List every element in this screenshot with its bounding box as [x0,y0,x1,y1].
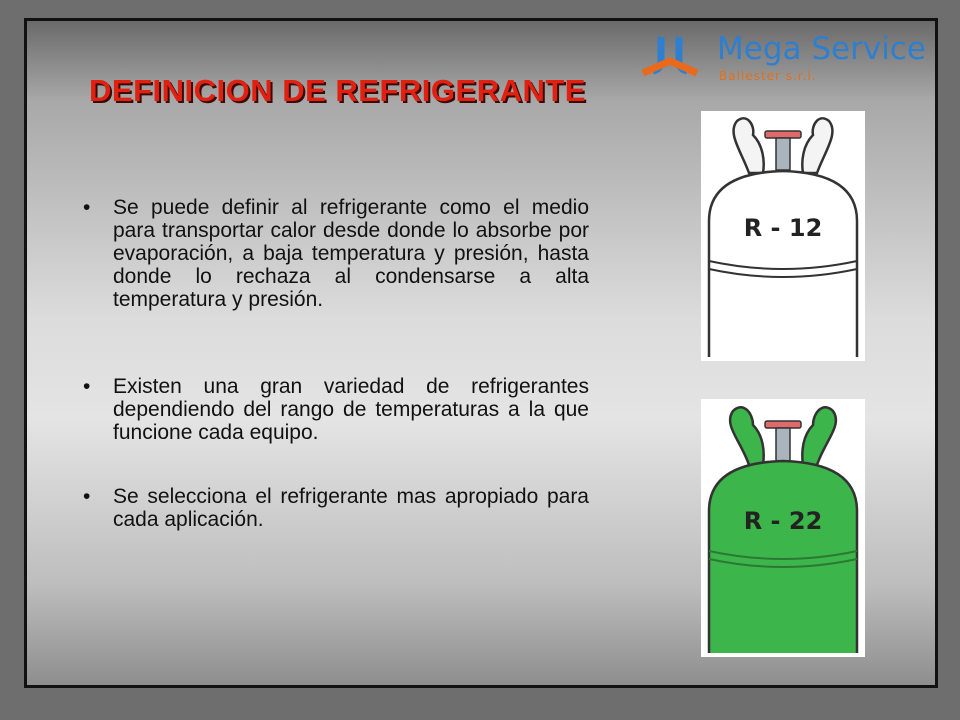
logo-mark-icon [639,31,709,87]
refrigerant-tank-r22-image [701,399,865,657]
company-logo [639,31,929,87]
logo-name: Mega Service [717,31,926,67]
bullet-definition: • Se puede definir al refrigerante como el medio para transportar calor desde donde lo absorbe por evaporación, a baja temperatura y presión, hasta donde lo rechaza al condensarse a alta temperatura y presión. [83,196,589,311]
logo-subtitle: Ballester s.r.l. [719,69,817,83]
bullet-variety: • Existen una gran variedad de refrigerantes dependiendo del rango de temperaturas a la que funcione cada equipo. [83,375,589,444]
bullet-selection: • Se selecciona el refrigerante mas apropiado para cada aplicación. [83,485,589,531]
page-title: DEFINICION DE REFRIGERANTE [89,73,586,108]
bullet-list [83,196,589,531]
tank-label-r12: R - 12 [743,214,823,242]
refrigerant-tank-r12-image [701,111,865,361]
slide [24,18,938,688]
tank-label-r22: R - 22 [743,507,823,535]
